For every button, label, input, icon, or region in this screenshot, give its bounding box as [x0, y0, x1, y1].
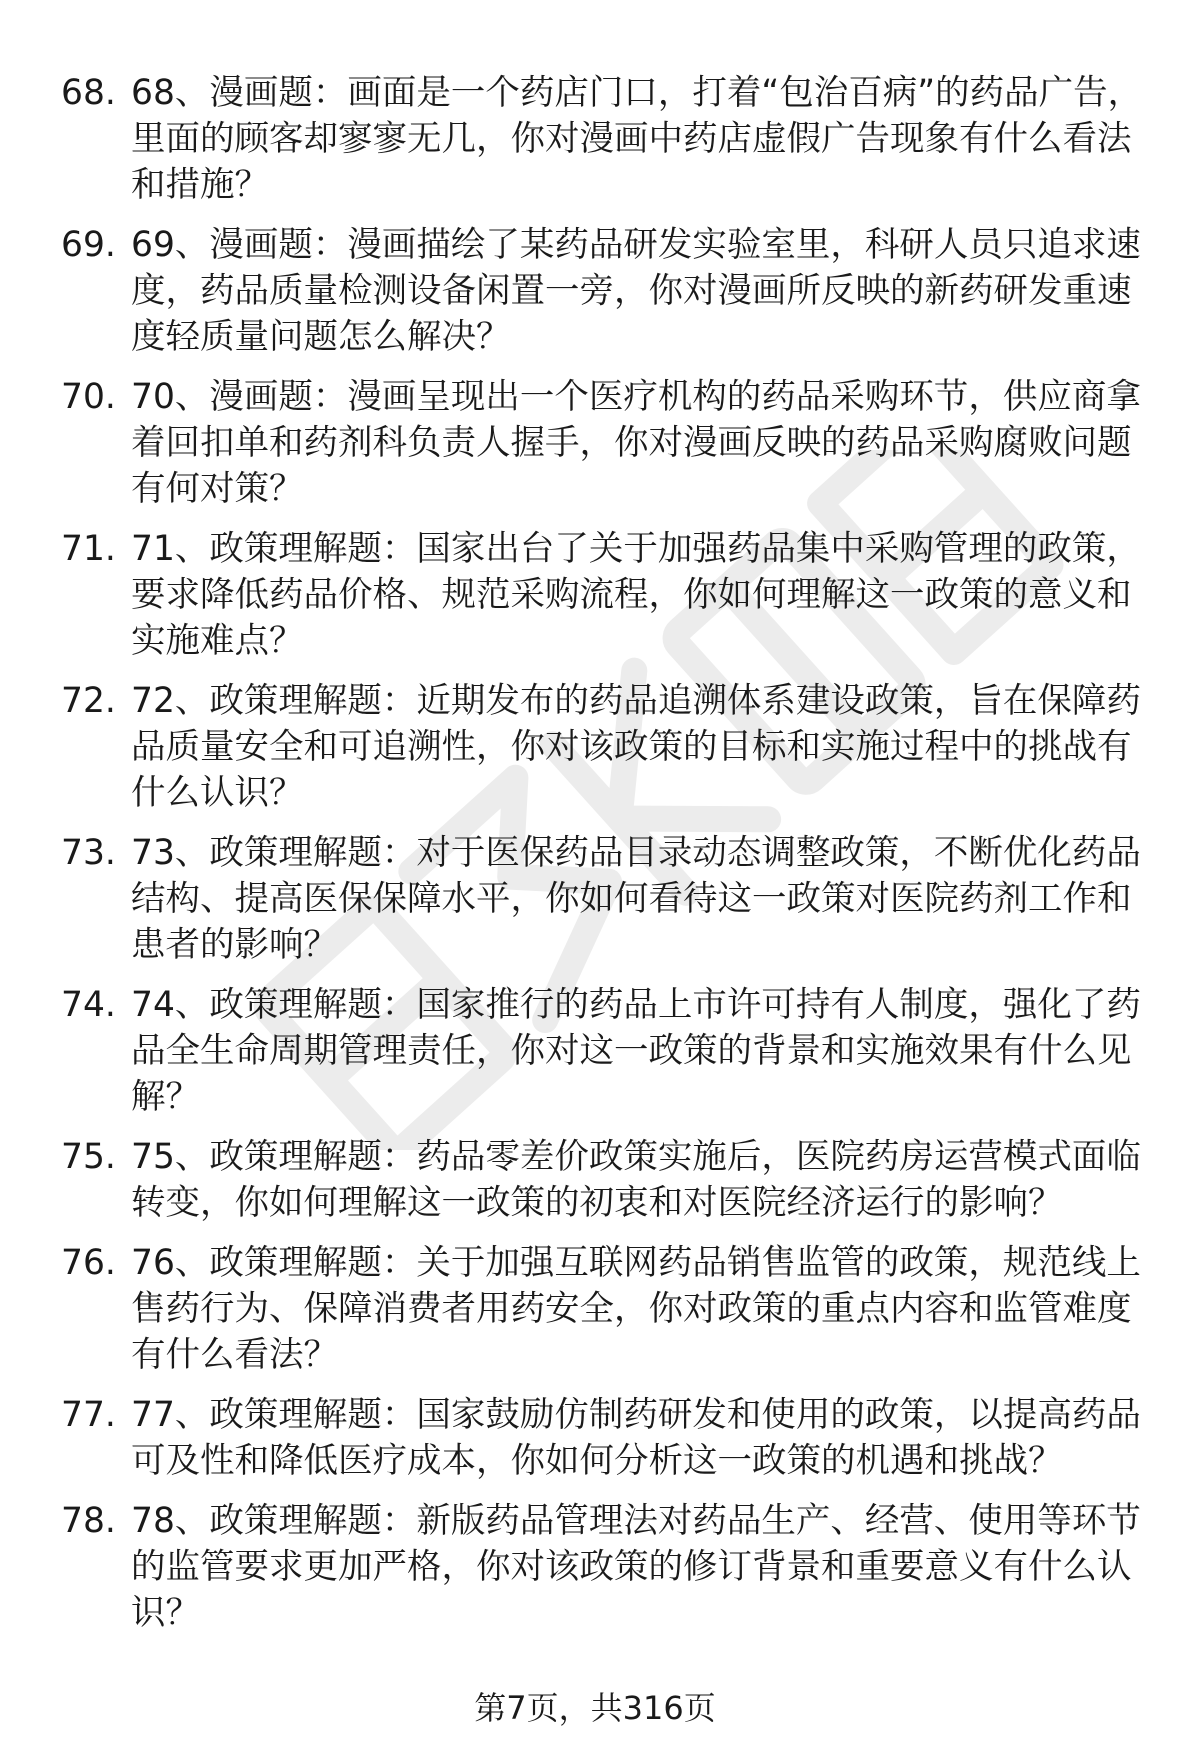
question-text: 76、政策理解题：关于加强互联网药品销售监管的政策，规范线上售药行为、保障消费者用药安全，你对政策的重点内容和监管难度有什么看法？ — [131, 1243, 1141, 1375]
question-text: 68、漫画题：画面是一个药店门口，打着“包治百病”的药品广告，里面的顾客却寥寥无几，你对漫画中药店虚假广告现象有什么看法和措施？ — [131, 73, 1143, 205]
question-number: 68. — [61, 73, 116, 113]
question-item — [0, 1392, 1190, 1484]
question-number: 69. — [61, 225, 116, 265]
question-number: 78. — [61, 1501, 116, 1541]
question-number: 74. — [61, 985, 116, 1025]
question-text: 72、政策理解题：近期发布的药品追溯体系建设政策，旨在保障药品质量安全和可追溯性，你对该政策的目标和实施过程中的挑战有什么认识？ — [131, 681, 1141, 813]
question-item — [0, 70, 1190, 208]
question-item — [0, 830, 1190, 968]
question-number: 73. — [61, 833, 116, 873]
question-number: 72. — [61, 681, 116, 721]
question-item — [0, 982, 1190, 1120]
question-text: 69、漫画题：漫画描绘了某药品研发实验室里，科研人员只追求速度，药品质量检测设备闲置一旁，你对漫画所反映的新药研发重速度轻质量问题怎么解决？ — [131, 225, 1141, 357]
question-item — [0, 222, 1190, 360]
question-text: 77、政策理解题：国家鼓励仿制药研发和使用的政策，以提高药品可及性和降低医疗成本，你如何分析这一政策的机遇和挑战？ — [131, 1395, 1141, 1481]
question-text: 74、政策理解题：国家推行的药品上市许可持有人制度，强化了药品全生命周期管理责任，你对这一政策的背景和实施效果有什么见解？ — [131, 985, 1141, 1117]
question-item — [0, 374, 1190, 512]
question-text: 78、政策理解题：新版药品管理法对药品生产、经营、使用等环节的监管要求更加严格，你对该政策的修订背景和重要意义有什么认识？ — [131, 1501, 1141, 1633]
question-list — [0, 70, 1190, 1650]
question-item — [0, 526, 1190, 664]
question-number: 70. — [61, 377, 116, 417]
question-item — [0, 678, 1190, 816]
question-text: 70、漫画题：漫画呈现出一个医疗机构的药品采购环节，供应商拿着回扣单和药剂科负责人握手，你对漫画反映的药品采购腐败问题有何对策？ — [131, 377, 1141, 509]
question-number: 76. — [61, 1243, 116, 1283]
page-number-footer: 第7页，共316页 — [474, 1689, 716, 1727]
question-number: 75. — [61, 1137, 116, 1177]
question-text: 75、政策理解题：药品零差价政策实施后，医院药房运营模式面临转变，你如何理解这一政策的初衷和对医院经济运行的影响？ — [131, 1137, 1141, 1223]
question-item — [0, 1134, 1190, 1226]
question-item — [0, 1240, 1190, 1378]
question-item — [0, 1498, 1190, 1636]
question-text: 71、政策理解题：国家出台了关于加强药品集中采购管理的政策，要求降低药品价格、规范采购流程，你如何理解这一政策的意义和实施难点？ — [131, 529, 1141, 661]
question-number: 71. — [61, 529, 116, 569]
question-text: 73、政策理解题：对于医保药品目录动态调整政策，不断优化药品结构、提高医保保障水平，你如何看待这一政策对医院药剂工作和患者的影响？ — [131, 833, 1141, 965]
question-number: 77. — [61, 1395, 116, 1435]
